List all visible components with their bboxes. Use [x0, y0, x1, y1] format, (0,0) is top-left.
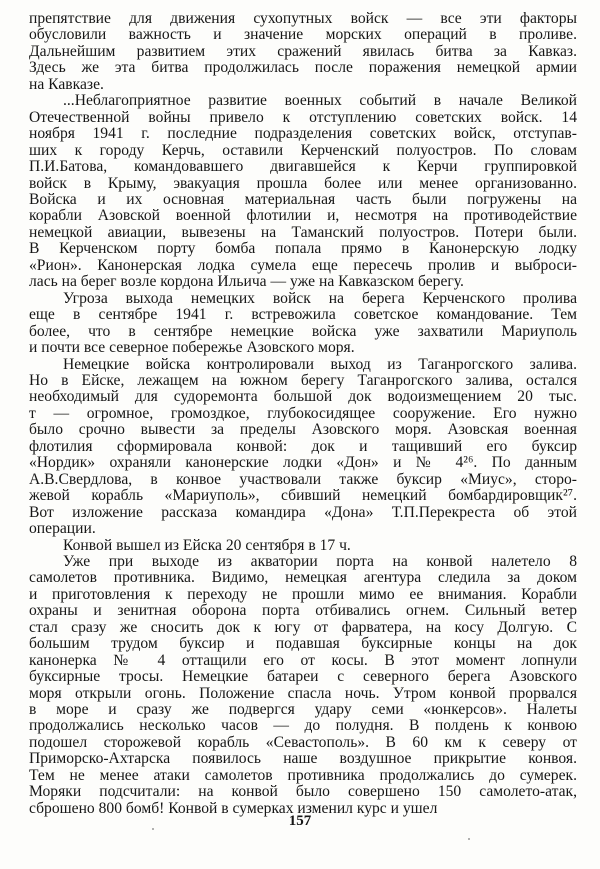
text-line: Тем не менее атаки самолетов противника продолжались до сумерек.: [29, 767, 577, 784]
text-line: «Нордик» охраняли канонерские лодки «Дон» и № 4²⁶. По данным: [29, 455, 577, 472]
text-line: Вот изложение рассказа командира «Дона» Т.П.Перекреста об этой: [29, 504, 577, 521]
text-line: Но в Ейске, лежащем на южном берегу Таганрогского залива, остался: [29, 372, 577, 389]
text-line: обусловили важность и значение морских операций в проливе.: [29, 27, 577, 44]
text-line: т — огромное, громоздкое, глубокосидящее сооружение. Его нужно: [29, 405, 577, 422]
text-line: и приготовления к переходу не прошли мимо ее внимания. Корабли: [29, 586, 577, 603]
paragraph: [29, 291, 577, 357]
text-line: ших к городу Керчь, оставили Керченский полуостров. По словам: [29, 142, 577, 159]
text-line: еще в сентябре 1941 г. встревожила советское командование. Тем: [29, 307, 577, 324]
text-line: Моряки подсчитали: на конвой было совершено 150 самолето-атак,: [29, 784, 577, 801]
text-line: «Рион». Канонерская лодка сумела еще пересечь пролив и выброси-: [29, 257, 577, 274]
text-line: на Кавказе.: [29, 76, 104, 93]
text-line: буксирные тросы. Немецкие батареи с северного берега Азовского: [29, 669, 577, 686]
text-line: П.И.Батова, командовавшего двигавшейся к Керчи группировкой: [29, 159, 577, 176]
text-line: Здесь же эта битва продолжилась после поражения немецкой армии: [29, 60, 577, 77]
text-line: Конвой вышел из Ейска 20 сентября в 17 ч.: [63, 537, 351, 554]
text-line: большим трудом буксир и подавшая буксирные концы на док: [29, 636, 577, 653]
text-line: Приморско-Ахтарска появилось наше воздушное прикрытие конвоя.: [29, 751, 577, 768]
text-line: сброшено 800 бомб! Конвой в сумерках изменил курс и ушел: [29, 800, 438, 817]
text-line: Угроза выхода немецких войск на берега Керченского пролива: [63, 290, 577, 307]
text-line: ...Неблагоприятное развитие военных событий в начале Великой: [63, 93, 577, 110]
text-line: Немецкие войска контролировали выход из Таганрогского залива.: [63, 356, 577, 373]
text-line: корабли Азовской военной флотилии и, несмотря на противодействие: [29, 208, 577, 225]
text-line: продолжались несколько часов — до полудня. В полдень к конвою: [29, 718, 577, 735]
text-line: немецкой авиации, вывезены на Таманский полуостров. Потери были.: [29, 224, 577, 241]
text-line: канонерка № 4 оттащили его от косы. В этот момент лопнули: [29, 652, 577, 669]
text-line: более, что в сентябре немецкие войска уже захватили Мариуполь: [29, 323, 577, 340]
text-line: Уже при выходе из акватории порта на конвой налетело 8: [63, 553, 577, 570]
text-line: подошел сторожевой корабль «Севастополь». В 60 км к северу от: [29, 734, 577, 751]
text-line: Войска и их основная материальная часть были погружены на: [29, 191, 577, 208]
text-line: ноября 1941 г. последние подразделения советских войск, отступав-: [29, 126, 577, 143]
text-line: Дальнейшим развитием этих сражений явилась битва за Кавказ.: [29, 43, 577, 60]
text-line: самолетов противника. Видимо, немецкая агентура следила за доком: [29, 570, 577, 587]
paragraph: [29, 11, 577, 93]
text-line: в море и сразу же подвергся удару семи «юнкерсов». Налеты: [29, 702, 577, 719]
scan-speck: [468, 838, 470, 840]
paragraph: [29, 538, 577, 554]
text-line: жевой корабль «Мариуполь», сбивший немецкий бомбардировщик²⁷.: [29, 488, 577, 505]
text-line: флотилия сформировала конвой: док и тащивший его буксир: [29, 438, 577, 455]
text-line: войск в Крыму, эвакуация прошла более или менее организованно.: [29, 175, 577, 192]
text-line: Отечественной войны привело к отступлению советских войск. 14: [29, 109, 577, 126]
text-line: А.В.Свердлова, в конвое участвовали также буксир «Миус», сторо-: [29, 471, 577, 488]
text-line: необходимый для судоремонта большой док водоизмещением 20 тыс.: [29, 389, 577, 406]
text-line: операции.: [29, 521, 96, 538]
text-line: моря открыли огонь. Положение спасла ночь. Утром конвой прорвался: [29, 685, 577, 702]
text-line: охраны и зенитная оборона порта отбивались огнем. Сильный ветер: [29, 603, 577, 620]
text-line: лась на берег возле кордона Ильича — уже на Кавказском берегу.: [29, 274, 464, 291]
text-line: и почти все северное побережье Азовского моря.: [29, 340, 355, 357]
text-line: препятствие для движения сухопутных войск — все эти факторы: [29, 11, 577, 27]
text-line: В Керченском порту бомба попала прямо в Канонерскую лодку: [29, 241, 577, 258]
page-number: 157: [288, 813, 312, 829]
paragraph: [29, 357, 577, 538]
paragraph: [29, 554, 577, 817]
text-line: стал сразу же сносить док к югу от фарватера, на косу Долгую. С: [29, 619, 577, 636]
text-line: было срочно вывести за пределы Азовского моря. Азовская военная: [29, 422, 577, 439]
page-text: [29, 11, 577, 817]
scan-speck: [152, 828, 154, 830]
paragraph: [29, 93, 577, 290]
